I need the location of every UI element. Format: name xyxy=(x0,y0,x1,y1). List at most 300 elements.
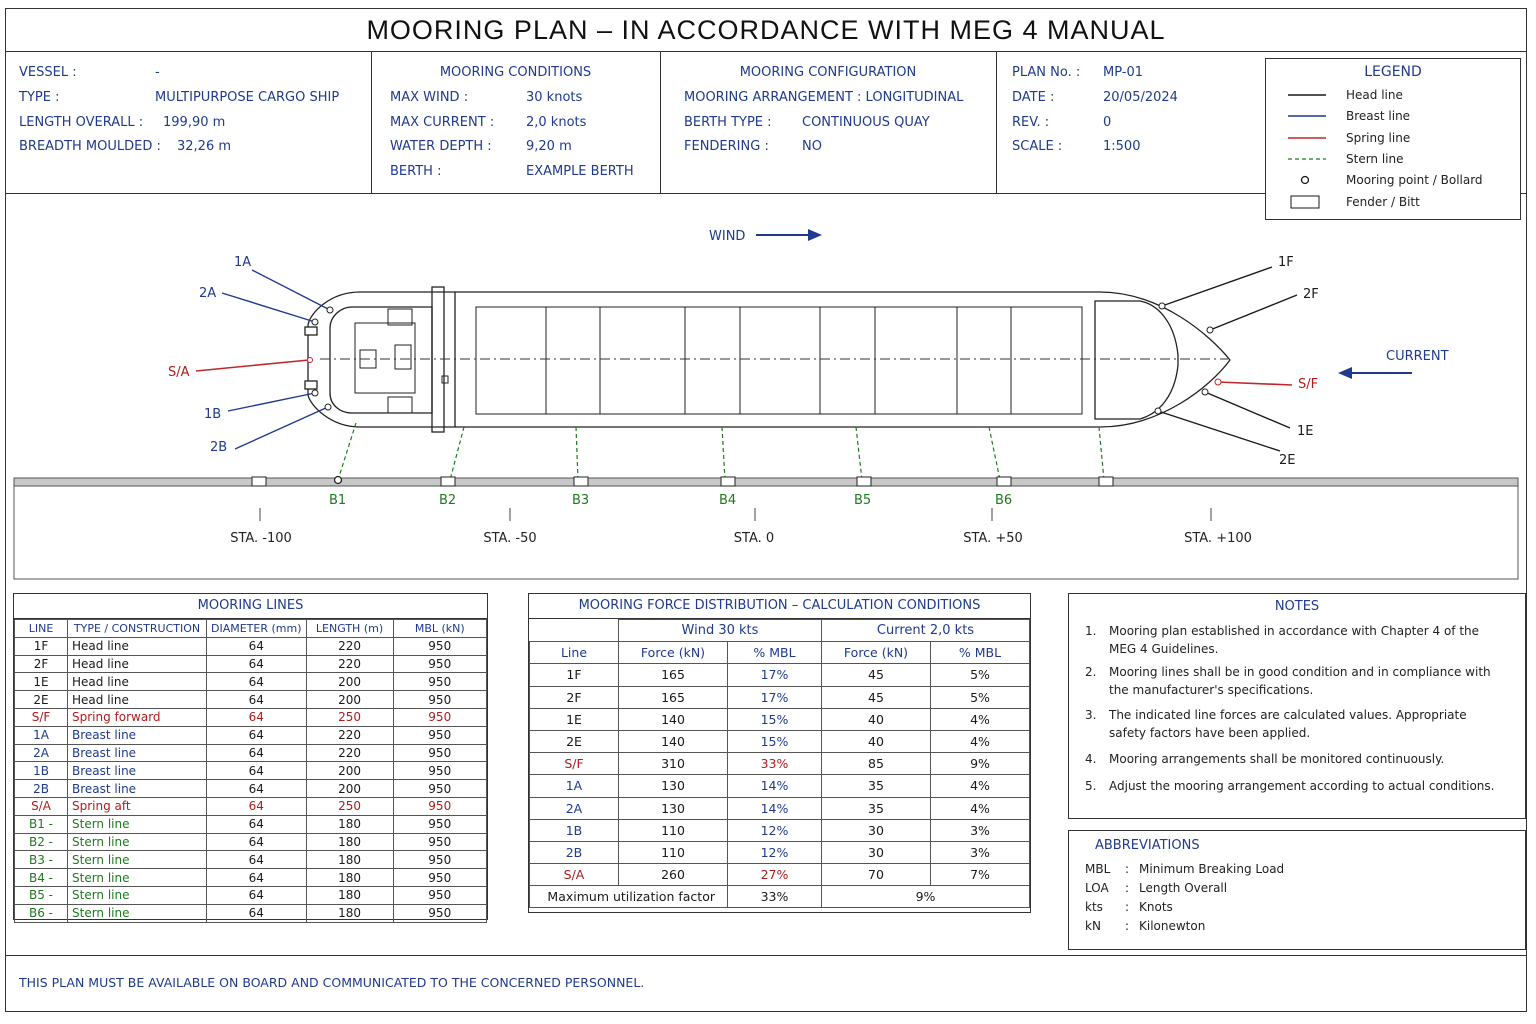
cell-mbl: 950 xyxy=(393,762,486,780)
loa-value: 199,90 m xyxy=(163,115,226,130)
cell-wind-force: 110 xyxy=(619,841,728,863)
cell-wind-mbl: 33% xyxy=(728,753,822,775)
mooring-point xyxy=(1215,379,1221,385)
table-row xyxy=(530,797,1030,819)
legend-item-stern-line: Stern line xyxy=(1346,152,1404,166)
bollard-label-b6: B6 xyxy=(995,493,1013,508)
cell-length: 200 xyxy=(306,673,393,691)
cell-type: Breast line xyxy=(68,744,207,762)
cell-wind-mbl: 17% xyxy=(728,664,822,686)
cell-length: 220 xyxy=(306,637,393,655)
force-grid xyxy=(529,619,1030,908)
notes-box xyxy=(1068,593,1526,819)
cell-wind-mbl: 12% xyxy=(728,819,822,841)
abbreviations-box xyxy=(1068,830,1526,950)
cell-wind-force: 110 xyxy=(619,819,728,841)
utilization-row xyxy=(530,886,1030,908)
fender-bitt xyxy=(721,477,735,486)
scale-value: 1:500 xyxy=(1103,139,1141,154)
mooring-lines-grid xyxy=(14,619,487,923)
cell-line: 1B xyxy=(530,819,619,841)
table-row xyxy=(15,744,487,762)
stern-line-b6 xyxy=(989,427,1000,480)
abbr-sep: : xyxy=(1125,919,1130,933)
cell-current-mbl: 3% xyxy=(931,819,1030,841)
quay xyxy=(14,477,1518,580)
berth-value: EXAMPLE BERTH xyxy=(526,164,634,179)
col-wind-mbl: % MBL xyxy=(728,642,822,664)
table-row xyxy=(530,775,1030,797)
cell-diameter: 64 xyxy=(207,637,307,655)
mooring-lines-heading: MOORING LINES xyxy=(14,594,487,619)
scale-label: SCALE : xyxy=(1012,139,1063,154)
cell-line: 2A xyxy=(15,744,68,762)
station-label: STA. 0 xyxy=(733,531,775,546)
line-1b xyxy=(228,393,315,411)
engine-casing xyxy=(395,345,411,369)
type-label: TYPE : xyxy=(19,90,60,105)
cell-wind-mbl: 15% xyxy=(728,708,822,730)
utilization-wind: 33% xyxy=(728,886,822,908)
blank-header xyxy=(530,620,619,642)
cell-wind-force: 260 xyxy=(619,864,728,886)
cell-diameter: 64 xyxy=(207,708,307,726)
current-arrow-head xyxy=(1338,367,1352,379)
deckhouse xyxy=(355,323,415,393)
cell-line: 1F xyxy=(15,637,68,655)
col-current-mbl: % MBL xyxy=(931,642,1030,664)
cell-current-mbl: 4% xyxy=(931,775,1030,797)
cell-wind-mbl: 15% xyxy=(728,730,822,752)
table-row xyxy=(15,780,487,798)
note-number: 3. xyxy=(1085,708,1097,722)
cell-mbl: 950 xyxy=(393,886,486,904)
stern-line-b2 xyxy=(450,427,464,480)
cell-line: B3 - xyxy=(15,851,68,869)
table-row xyxy=(530,708,1030,730)
station-label: STA. +100 xyxy=(1184,531,1252,546)
cell-line: 2B xyxy=(530,841,619,863)
cell-mbl: 950 xyxy=(393,869,486,887)
mooring-point xyxy=(312,319,318,325)
cell-wind-mbl: 17% xyxy=(728,686,822,708)
fendering-value: NO xyxy=(802,139,822,154)
quay-edge xyxy=(14,478,1518,486)
cell-diameter: 64 xyxy=(207,869,307,887)
mooring-lines-table xyxy=(13,593,488,920)
cell-length: 200 xyxy=(306,762,393,780)
table-header-row xyxy=(530,642,1030,664)
current-label: CURRENT xyxy=(1386,349,1449,364)
table-row xyxy=(530,686,1030,708)
cell-line: 1E xyxy=(15,673,68,691)
cell-line: B6 - xyxy=(15,904,68,922)
cell-type: Stern line xyxy=(68,904,207,922)
line-1f xyxy=(1162,267,1272,306)
abbr-def: Kilonewton xyxy=(1139,919,1206,933)
line-sa xyxy=(196,360,309,371)
cell-diameter: 64 xyxy=(207,673,307,691)
date-label: DATE : xyxy=(1012,90,1055,105)
station-label: STA. -100 xyxy=(230,531,292,546)
cell-mbl: 950 xyxy=(393,904,486,922)
plan-no-value: MP-01 xyxy=(1103,65,1144,80)
cell-line: B5 - xyxy=(15,886,68,904)
fender-bitt xyxy=(441,477,455,486)
fender-bitt xyxy=(252,477,266,486)
cell-diameter: 64 xyxy=(207,744,307,762)
col-wind-force: Force (kN) xyxy=(619,642,728,664)
abbr-key: LOA xyxy=(1085,881,1109,895)
bollard-label-b5: B5 xyxy=(854,493,872,508)
abbr-key: kN xyxy=(1085,919,1101,933)
table-row xyxy=(530,730,1030,752)
cell-current-force: 35 xyxy=(822,797,931,819)
cell-wind-force: 310 xyxy=(619,753,728,775)
col-current-force: Force (kN) xyxy=(822,642,931,664)
cell-diameter: 64 xyxy=(207,655,307,673)
wind-label: WIND xyxy=(709,229,746,244)
cell-line: 1E xyxy=(530,708,619,730)
force-distribution-table xyxy=(528,593,1031,913)
cell-mbl: 950 xyxy=(393,797,486,815)
abbr-key: MBL xyxy=(1085,862,1111,876)
line-2a xyxy=(222,293,315,322)
water-depth-value: 9,20 m xyxy=(526,139,572,154)
table-row xyxy=(15,673,487,691)
berth-type-value: CONTINUOUS QUAY xyxy=(802,115,930,130)
fender-bitt xyxy=(997,477,1011,486)
table-row xyxy=(530,819,1030,841)
cell-wind-mbl: 14% xyxy=(728,775,822,797)
cell-wind-force: 165 xyxy=(619,686,728,708)
line-label-sf: S/F xyxy=(1298,377,1319,392)
berth-label: BERTH : xyxy=(390,164,442,179)
col-length: LENGTH (m) xyxy=(306,620,393,638)
note-text: Mooring plan established in accordance with Chapter 4 of the MEG 4 Guidelines. xyxy=(1109,624,1480,656)
vessel-label: VESSEL : xyxy=(19,65,77,80)
plan-no-label: PLAN No. : xyxy=(1012,65,1081,80)
cell-wind-mbl: 14% xyxy=(728,797,822,819)
line-2e xyxy=(1158,411,1280,451)
table-row xyxy=(15,851,487,869)
abbr-sep: : xyxy=(1125,900,1130,914)
cell-type: Head line xyxy=(68,655,207,673)
cell-line: S/F xyxy=(530,753,619,775)
cell-line: 1B xyxy=(15,762,68,780)
mooring-point xyxy=(1202,389,1208,395)
cell-wind-force: 130 xyxy=(619,775,728,797)
cell-current-mbl: 4% xyxy=(931,797,1030,819)
stern-fender xyxy=(305,381,317,389)
cell-current-mbl: 5% xyxy=(931,664,1030,686)
cell-type: Head line xyxy=(68,691,207,709)
cell-line: B1 - xyxy=(15,815,68,833)
rev-value: 0 xyxy=(1103,115,1112,130)
abbr-sep: : xyxy=(1125,881,1130,895)
cell-diameter: 64 xyxy=(207,780,307,798)
cell-line: S/A xyxy=(15,797,68,815)
vessel-value: - xyxy=(155,65,160,80)
cell-line: 1A xyxy=(15,726,68,744)
abbr-sep: : xyxy=(1125,862,1130,876)
line-label-1f: 1F xyxy=(1278,255,1294,270)
type-value: MULTIPURPOSE CARGO SHIP xyxy=(155,90,340,105)
line-label-2a: 2A xyxy=(199,286,217,301)
cell-mbl: 950 xyxy=(393,726,486,744)
quay-area xyxy=(14,478,1518,579)
table-row xyxy=(15,762,487,780)
cell-type: Stern line xyxy=(68,833,207,851)
line-label-sa: S/A xyxy=(168,365,190,380)
cell-current-mbl: 5% xyxy=(931,686,1030,708)
line-2b xyxy=(235,407,328,449)
table-row xyxy=(15,726,487,744)
col-type: TYPE / CONSTRUCTION xyxy=(68,620,207,638)
stern-line-b4 xyxy=(722,427,725,480)
line-label-2e: 2E xyxy=(1279,453,1296,468)
abbr-def: Length Overall xyxy=(1139,881,1228,895)
legend-bollard-symbol xyxy=(1302,177,1309,184)
cell-type: Stern line xyxy=(68,886,207,904)
cell-diameter: 64 xyxy=(207,815,307,833)
vent xyxy=(442,376,448,383)
forward-mooring-lines xyxy=(1155,255,1319,468)
table-row xyxy=(15,708,487,726)
cell-line: B4 - xyxy=(15,869,68,887)
cell-length: 180 xyxy=(306,851,393,869)
utilization-label: Maximum utilization factor xyxy=(530,886,728,908)
cell-type: Stern line xyxy=(68,851,207,869)
table-row xyxy=(15,869,487,887)
cell-wind-force: 140 xyxy=(619,730,728,752)
cell-current-force: 45 xyxy=(822,686,931,708)
configuration-heading: MOORING CONFIGURATION xyxy=(739,65,917,80)
cell-type: Stern line xyxy=(68,815,207,833)
table-row xyxy=(15,815,487,833)
cell-length: 200 xyxy=(306,691,393,709)
cell-current-mbl: 3% xyxy=(931,841,1030,863)
note-text: Mooring lines shall be in good condition and in compliance with the manufacturer's specifications. xyxy=(1109,665,1491,697)
group-header-row xyxy=(530,620,1030,642)
line-label-1e: 1E xyxy=(1297,424,1314,439)
cell-length: 220 xyxy=(306,726,393,744)
legend-item-spring-line: Spring line xyxy=(1346,131,1411,145)
cell-line: 2B xyxy=(15,780,68,798)
arrangement-text: MOORING ARRANGEMENT : LONGITUDINAL xyxy=(684,90,964,105)
line-2f xyxy=(1210,295,1297,330)
cell-diameter: 64 xyxy=(207,726,307,744)
stern-line-b3 xyxy=(576,427,578,480)
cell-length: 180 xyxy=(306,886,393,904)
cell-line: S/F xyxy=(15,708,68,726)
abbr-def: Minimum Breaking Load xyxy=(1139,862,1285,876)
date-value: 20/05/2024 xyxy=(1103,90,1178,105)
col-line: Line xyxy=(530,642,619,664)
mooring-point xyxy=(1155,408,1161,414)
stern-line-b1 xyxy=(338,423,356,480)
line-1a xyxy=(252,270,330,310)
cell-length: 180 xyxy=(306,869,393,887)
bollard-label-b1: B1 xyxy=(329,493,347,508)
mooring-point xyxy=(327,307,333,313)
note-number: 2. xyxy=(1085,665,1097,679)
fender-bitt xyxy=(1099,477,1113,486)
notes-heading: NOTES xyxy=(1274,599,1320,614)
cell-diameter: 64 xyxy=(207,833,307,851)
cell-length: 180 xyxy=(306,833,393,851)
cell-line: B2 - xyxy=(15,833,68,851)
table-row xyxy=(530,753,1030,775)
cell-type: Head line xyxy=(68,673,207,691)
cell-type: Stern line xyxy=(68,869,207,887)
cell-diameter: 64 xyxy=(207,691,307,709)
mooring-point xyxy=(308,358,313,363)
cell-wind-force: 140 xyxy=(619,708,728,730)
current-group-header: Current 2,0 kts xyxy=(822,620,1030,642)
cell-current-mbl: 4% xyxy=(931,708,1030,730)
cell-mbl: 950 xyxy=(393,851,486,869)
cell-diameter: 64 xyxy=(207,904,307,922)
table-row xyxy=(15,655,487,673)
cell-mbl: 950 xyxy=(393,815,486,833)
stern-line-b5 xyxy=(856,427,862,480)
cell-length: 250 xyxy=(306,797,393,815)
cell-current-force: 30 xyxy=(822,819,931,841)
fendering-label: FENDERING : xyxy=(684,139,769,154)
stern-fender xyxy=(305,327,317,335)
table-row xyxy=(530,841,1030,863)
cell-current-force: 35 xyxy=(822,775,931,797)
note-text: The indicated line forces are calculated values. Appropriate safety factors have been applied. xyxy=(1109,708,1467,740)
cell-type: Head line xyxy=(68,637,207,655)
cargo-hold-area xyxy=(476,307,1082,414)
footer xyxy=(5,955,1527,1012)
cell-mbl: 950 xyxy=(393,691,486,709)
legend-item-fender: Fender / Bitt xyxy=(1346,195,1420,209)
cell-mbl: 950 xyxy=(393,744,486,762)
deckhouse-bottom xyxy=(388,397,412,413)
forecastle xyxy=(1095,301,1178,419)
cell-diameter: 64 xyxy=(207,797,307,815)
abbreviations-heading: ABBREVIATIONS xyxy=(1095,838,1200,853)
stern-lines xyxy=(338,423,1104,480)
table-row xyxy=(15,637,487,655)
legend-item-breast-line: Breast line xyxy=(1346,109,1411,123)
cell-line: 2E xyxy=(530,730,619,752)
cell-line: S/A xyxy=(530,864,619,886)
cell-length: 200 xyxy=(306,780,393,798)
table-row xyxy=(15,904,487,922)
force-body xyxy=(530,664,1030,886)
cell-current-force: 85 xyxy=(822,753,931,775)
col-diameter: DIAMETER (mm) xyxy=(207,620,307,638)
cell-diameter: 64 xyxy=(207,851,307,869)
cell-current-force: 45 xyxy=(822,664,931,686)
note-number: 1. xyxy=(1085,624,1097,638)
abbr-key: kts xyxy=(1085,900,1103,914)
cell-type: Spring forward xyxy=(68,708,207,726)
note-text: Mooring arrangements shall be monitored continuously. xyxy=(1109,752,1445,766)
cell-current-force: 40 xyxy=(822,708,931,730)
cell-length: 220 xyxy=(306,744,393,762)
wind-group-header: Wind 30 kts xyxy=(619,620,822,642)
cell-line: 2A xyxy=(530,797,619,819)
cell-line: 2F xyxy=(15,655,68,673)
note-number: 4. xyxy=(1085,752,1097,766)
mooring-point xyxy=(312,390,318,396)
bollard-label-b2: B2 xyxy=(439,493,457,508)
cell-mbl: 950 xyxy=(393,637,486,655)
cell-wind-force: 165 xyxy=(619,664,728,686)
cell-diameter: 64 xyxy=(207,886,307,904)
max-current-label: MAX CURRENT : xyxy=(390,115,495,130)
breadth-label: BREADTH MOULDED : xyxy=(19,139,161,154)
station-label: STA. +50 xyxy=(963,531,1023,546)
legend-heading: LEGEND xyxy=(1364,64,1422,80)
force-heading: MOORING FORCE DISTRIBUTION – CALCULATION CONDITIONS xyxy=(529,594,1030,619)
bollard xyxy=(335,477,342,484)
stern-line-b7 xyxy=(1099,427,1104,480)
mooring-point xyxy=(1159,303,1165,309)
cell-current-force: 40 xyxy=(822,730,931,752)
legend-item-head-line: Head line xyxy=(1346,88,1403,102)
cell-line: 1F xyxy=(530,664,619,686)
table-row xyxy=(15,886,487,904)
cell-wind-force: 130 xyxy=(619,797,728,819)
header-divider xyxy=(996,52,997,194)
line-label-2b: 2B xyxy=(210,440,228,455)
line-sf xyxy=(1218,382,1292,385)
col-mbl: MBL (kN) xyxy=(393,620,486,638)
fender-bitt xyxy=(574,477,588,486)
cell-mbl: 950 xyxy=(393,655,486,673)
station-label: STA. -50 xyxy=(483,531,537,546)
wind-arrow-head xyxy=(808,229,822,241)
line-label-1b: 1B xyxy=(204,407,222,422)
rev-label: REV. : xyxy=(1012,115,1050,130)
table-row xyxy=(15,691,487,709)
max-wind-label: MAX WIND : xyxy=(390,90,469,105)
utilization-current: 9% xyxy=(822,886,1030,908)
line-1e xyxy=(1205,392,1290,428)
cell-current-mbl: 9% xyxy=(931,753,1030,775)
cell-mbl: 950 xyxy=(393,708,486,726)
cell-length: 250 xyxy=(306,708,393,726)
mooring-point xyxy=(325,404,331,410)
table-header-row xyxy=(15,620,487,638)
footer-notice: THIS PLAN MUST BE AVAILABLE ON BOARD AND COMMUNICATED TO THE CONCERNED PERSONNEL. xyxy=(19,975,645,990)
note-number: 5. xyxy=(1085,779,1097,793)
cell-wind-mbl: 27% xyxy=(728,864,822,886)
mooring-point xyxy=(1207,327,1213,333)
cell-length: 220 xyxy=(306,655,393,673)
table-row xyxy=(15,833,487,851)
cell-wind-mbl: 12% xyxy=(728,841,822,863)
table-row xyxy=(15,797,487,815)
water-depth-label: WATER DEPTH : xyxy=(390,139,492,154)
cell-mbl: 950 xyxy=(393,780,486,798)
cell-line: 2F xyxy=(530,686,619,708)
mooring-lines-body xyxy=(15,637,487,922)
cell-current-force: 70 xyxy=(822,864,931,886)
cell-mbl: 950 xyxy=(393,833,486,851)
mooring-diagram xyxy=(0,195,1536,595)
cell-type: Breast line xyxy=(68,780,207,798)
cell-diameter: 64 xyxy=(207,762,307,780)
max-wind-value: 30 knots xyxy=(526,90,583,105)
line-label-1a: 1A xyxy=(234,255,252,270)
